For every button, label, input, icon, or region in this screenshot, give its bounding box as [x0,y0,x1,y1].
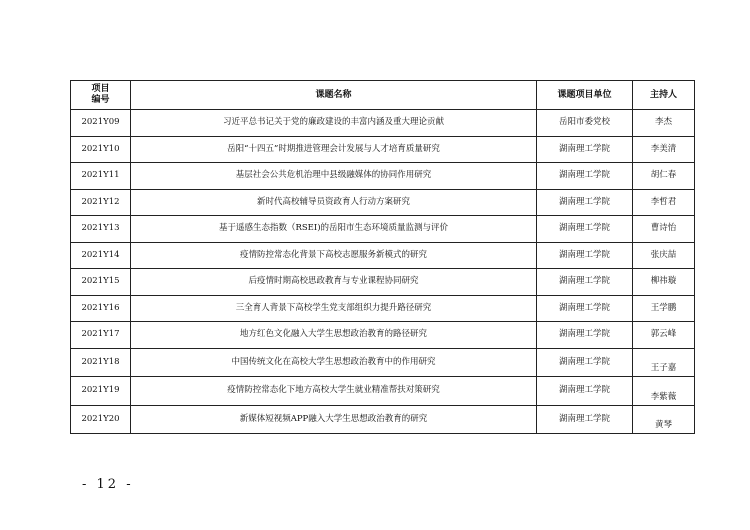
project-host: 曹诗怡 [633,216,695,243]
project-id: 2021Y09 [71,110,131,137]
project-unit: 湖南理工学院 [537,242,633,269]
header-project-host: 主持人 [633,81,695,110]
table-row [71,377,695,406]
project-id: 2021Y18 [71,348,131,377]
project-id: 2021Y14 [71,242,131,269]
table-row [71,216,695,243]
header-project-name: 课题名称 [131,81,537,110]
project-name: 基于遥感生态指数（RSEI)的岳阳市生态环境质量监测与评价 [131,216,537,243]
table-row [71,348,695,377]
table-row [71,242,695,269]
project-id: 2021Y12 [71,189,131,216]
project-name: 习近平总书记关于党的廉政建设的丰富内涵及重大理论贡献 [131,110,537,137]
project-id: 2021Y10 [71,136,131,163]
project-unit: 湖南理工学院 [537,295,633,322]
table-row [71,163,695,190]
project-unit: 湖南理工学院 [537,163,633,190]
header-project-id [71,81,131,110]
project-host: 黄琴 [633,405,695,434]
project-name: 新媒体短视频APP融入大学生思想政治教育的研究 [131,405,537,434]
project-unit: 湖南理工学院 [537,136,633,163]
table-row [71,269,695,296]
project-host: 李紫薇 [633,377,695,406]
project-id: 2021Y17 [71,322,131,349]
table-header [71,81,695,110]
project-unit: 湖南理工学院 [537,322,633,349]
project-host: 李美清 [633,136,695,163]
project-unit: 湖南理工学院 [537,189,633,216]
project-host: 李哲君 [633,189,695,216]
project-host: 张庆喆 [633,242,695,269]
project-id: 2021Y19 [71,377,131,406]
project-host: 李杰 [633,110,695,137]
project-host: 柳祎璇 [633,269,695,296]
project-name: 地方红色文化融入大学生思想政治教育的路径研究 [131,322,537,349]
project-table [70,80,695,434]
project-host: 王学鹏 [633,295,695,322]
project-id: 2021Y11 [71,163,131,190]
project-id: 2021Y16 [71,295,131,322]
project-host: 胡仁春 [633,163,695,190]
header-project-id-line2: 编号 [91,95,110,105]
project-name: 岳阳“十四五”时期推进管理会计发展与人才培育质量研究 [131,136,537,163]
project-unit: 湖南理工学院 [537,348,633,377]
project-name: 新时代高校辅导员资政育人行动方案研究 [131,189,537,216]
table-row [71,322,695,349]
table-row [71,295,695,322]
project-id: 2021Y15 [71,269,131,296]
page-number: - 12 - [82,477,134,492]
project-list-sheet [70,80,694,434]
table-row [71,136,695,163]
project-name: 三全育人背景下高校学生党支部组织力提升路径研究 [131,295,537,322]
project-unit: 湖南理工学院 [537,269,633,296]
project-unit: 岳阳市委党校 [537,110,633,137]
project-unit: 湖南理工学院 [537,377,633,406]
table-row [71,189,695,216]
table-row [71,405,695,434]
project-id: 2021Y20 [71,405,131,434]
project-name: 后疫情时期高校思政教育与专业课程协同研究 [131,269,537,296]
table-row [71,110,695,137]
project-name: 基层社会公共危机治理中县级融媒体的协同作用研究 [131,163,537,190]
project-name: 疫情防控常态化背景下高校志愿服务新模式的研究 [131,242,537,269]
project-host: 王子嘉 [633,348,695,377]
header-row [71,81,695,110]
project-unit: 湖南理工学院 [537,216,633,243]
project-name: 中国传统文化在高校大学生思想政治教育中的作用研究 [131,348,537,377]
header-project-unit: 课题项目单位 [537,81,633,110]
project-host: 郭云峰 [633,322,695,349]
header-project-id-line1: 项目 [91,84,110,94]
project-name: 疫情防控常态化下地方高校大学生就业精准帮扶对策研究 [131,377,537,406]
table-body [71,110,695,434]
project-unit: 湖南理工学院 [537,405,633,434]
project-id: 2021Y13 [71,216,131,243]
